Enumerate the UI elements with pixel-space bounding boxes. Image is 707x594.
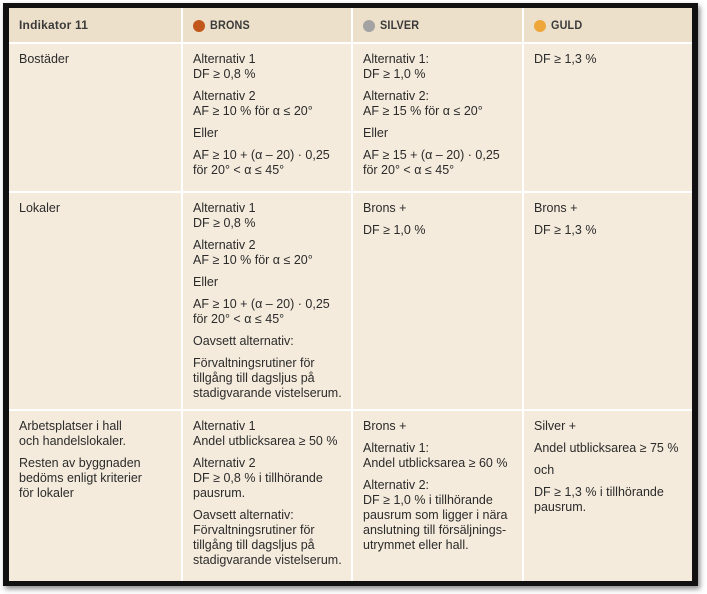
brons-label: BRONS [210,18,250,32]
row-label-cell [9,192,182,410]
criterion: AF ≥ 10 + (α – 20) · 0,25 för 20° < α ≤ 45° [193,297,330,326]
criterion: Alternativ 1: DF ≥ 1,0 % [363,52,430,81]
guld-label: GULD [551,18,583,32]
criterion: DF ≥ 1,3 % i tillhörande pausrum. [534,485,664,514]
row-note: Resten av byggnaden bedöms enligt kriterier för lokaler [19,456,142,500]
criterion: Andel utblicksarea ≥ 75 % [534,441,679,455]
criterion: AF ≥ 15 + (α – 20) · 0,25 för 20° < α ≤ 45° [363,148,500,177]
criterion: Eller [193,275,219,289]
table-frame [3,3,698,586]
guld-dot-icon [534,20,546,32]
silver-cell [352,43,523,192]
header-brons [182,8,352,43]
criterion: Alternativ 2: DF ≥ 1,0 % i tillhörande pausrum som ligger i nära anslutning till försäljnings- utrymmet eller hall. [363,478,508,552]
row-lokaler [9,192,692,410]
row-bostader [9,43,692,192]
brons-cell [182,43,352,192]
silver-cell [352,410,523,581]
guld-cell [523,410,692,581]
row-label: Arbetsplatser i hall och handelslokaler. [19,419,127,448]
criterion: Brons + [363,201,407,215]
criterion: AF ≥ 10 + (α – 20) · 0,25 för 20° < α ≤ 45° [193,148,330,177]
criteria-sheet [9,8,692,581]
criterion: Alternativ 1 DF ≥ 0,8 % [193,201,256,230]
criterion: DF ≥ 1,0 % [363,223,426,237]
criterion: Alternativ 1 Andel utblicksarea ≥ 50 % [193,419,338,448]
criterion: DF ≥ 1,3 % [534,52,597,66]
criteria-table [9,8,692,581]
indicator-title: Indikator 11 [19,18,89,32]
silver-label: SILVER [380,18,420,32]
criterion: Alternativ 2: AF ≥ 15 % för α ≤ 20° [363,89,483,118]
row-label-cell [9,43,182,192]
criterion: Alternativ 2 AF ≥ 10 % för α ≤ 20° [193,238,313,267]
silver-dot-icon [363,20,375,32]
brons-cell [182,410,352,581]
criterion: Alternativ 1: Andel utblicksarea ≥ 60 % [363,441,508,470]
brons-cell [182,192,352,410]
header-indicator [9,8,182,43]
criterion: och [534,463,555,477]
row-arbetsplatser [9,410,692,581]
criterion: Brons + [534,201,578,215]
guld-cell [523,43,692,192]
brons-dot-icon [193,20,205,32]
header-silver [352,8,523,43]
criterion: Brons + [363,419,407,433]
criterion: Förvaltningsrutiner för tillgång till dagsljus på stadigvarande vistelserum. [193,356,342,400]
criterion: Alternativ 2 DF ≥ 0,8 % i tillhörande pausrum. [193,456,323,500]
criterion: Eller [193,126,219,140]
silver-cell [352,192,523,410]
guld-cell [523,192,692,410]
row-label: Bostäder [19,52,70,66]
criterion: Silver + [534,419,577,433]
criterion: Oavsett alternativ: [193,334,294,348]
row-label-cell [9,410,182,581]
header-guld [523,8,692,43]
criterion: Eller [363,126,389,140]
criterion: DF ≥ 1,3 % [534,223,597,237]
criterion: Alternativ 2 AF ≥ 10 % för α ≤ 20° [193,89,313,118]
row-label: Lokaler [19,201,60,215]
criterion: Alternativ 1 DF ≥ 0,8 % [193,52,256,81]
criterion: Oavsett alternativ: Förvaltningsrutiner för tillgång till dagsljus på stadigvarande vistelserum. [193,508,342,567]
header-row [9,8,692,43]
